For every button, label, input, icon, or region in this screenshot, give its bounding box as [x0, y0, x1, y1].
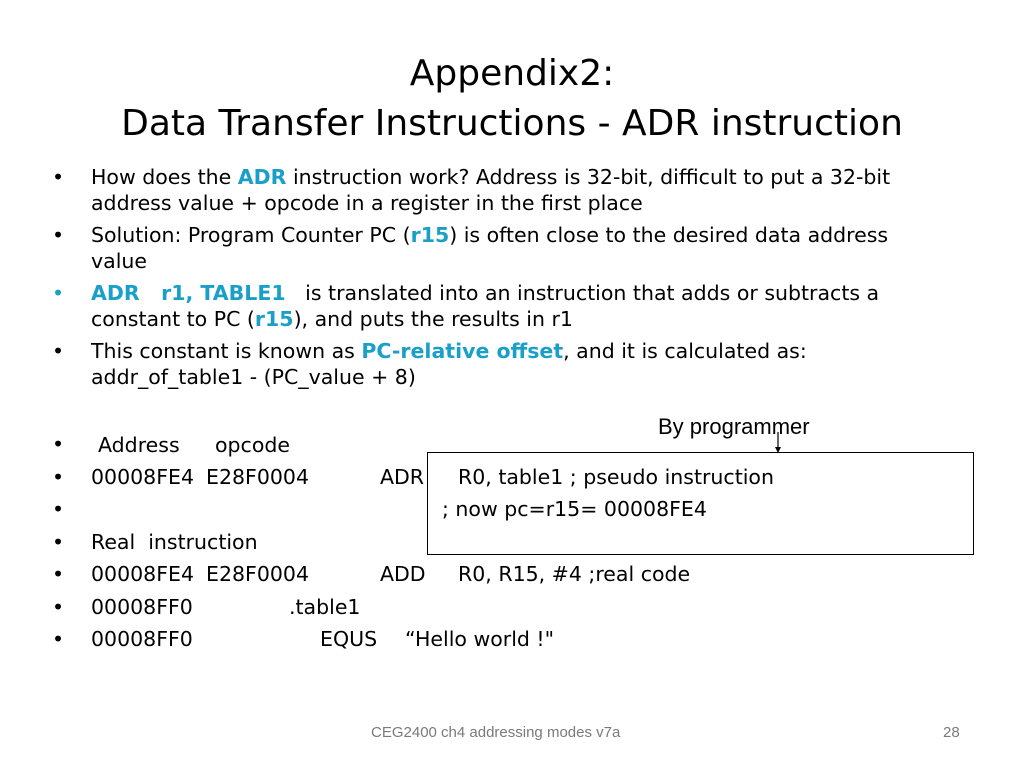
header-address: Address [98, 433, 180, 457]
bullet-2-text-post: ) is often close to the desired data address value [91, 223, 889, 273]
row6-directive: EQUS [320, 627, 378, 651]
row5-address: 00008FF0 [91, 595, 193, 619]
page-number: 28 [943, 724, 960, 741]
bullet-1-text: How does the [91, 165, 238, 189]
bullet-dot: • [52, 562, 65, 586]
row2-comment: ; now pc=r15= 00008FE4 [442, 497, 707, 521]
bullet-4 [48, 338, 948, 390]
bullet-dot: • [52, 497, 65, 521]
r15-highlight: r15 [410, 223, 450, 247]
bullet-dot: • [52, 465, 65, 489]
title-line-1: Appendix2: [409, 53, 615, 94]
pc-relative-highlight: PC-relative offset [361, 339, 564, 363]
row1-operands: R0, table1 ; pseudo instruction [458, 465, 774, 489]
bullet-dot: • [52, 627, 65, 651]
bullet-2 [48, 222, 948, 274]
row4-mnemonic: ADD [380, 562, 426, 586]
arrow-down-icon [775, 432, 781, 454]
row1-opcode: E28F0004 [206, 465, 310, 489]
bullet-dot: • [52, 595, 65, 619]
bullet-2-text: Solution: Program Counter PC ( [91, 223, 411, 247]
row6-value: “Hello world !" [405, 627, 555, 651]
r15-highlight: r15 [254, 307, 294, 331]
bullet-4-text-post: , and it is calculated as: addr_of_table1 - (PC_value + 8) [91, 339, 807, 389]
row5-label: .table1 [289, 595, 361, 619]
by-programmer-label: By programmer [658, 414, 810, 439]
adr-highlight: ADR [237, 165, 287, 189]
row1-mnemonic: ADR [380, 465, 425, 489]
row6-address: 00008FF0 [91, 627, 193, 651]
bullet-4-text: This constant is known as [91, 339, 362, 363]
row3-label: Real instruction [91, 530, 258, 554]
bullet-dot: • [52, 281, 65, 305]
bullet-3 [48, 280, 948, 332]
bullet-1-text-post: instruction work? Address is 32-bit, difficult to put a 32-bit address value + opcode in a register in the first place [91, 165, 891, 215]
row1-address: 00008FE4 [91, 465, 195, 489]
bullet-3-text: is translated into an instruction that adds or subtracts a constant to PC ( [91, 281, 886, 331]
bullet-dot: • [52, 223, 65, 247]
bullet-dot: • [52, 165, 65, 189]
bullet-3-text-post: ), and puts the results in r1 [293, 307, 573, 331]
bullet-dot: • [52, 339, 65, 363]
row4-opcode: E28F0004 [206, 562, 310, 586]
footer-course: CEG2400 ch4 addressing modes v7a [371, 724, 621, 741]
bullet-1 [48, 164, 948, 216]
bullet-list [48, 164, 948, 390]
header-opcode: opcode [215, 433, 290, 457]
adr-example-highlight: ADR r1, TABLE1 [91, 281, 286, 305]
bullet-dot: • [52, 530, 65, 554]
row4-operands: R0, R15, #4 ;real code [458, 562, 691, 586]
bullet-dot: • [52, 432, 65, 456]
title-line-2: Data Transfer Instructions - ADR instruction [121, 103, 903, 144]
row4-address: 00008FE4 [91, 562, 195, 586]
